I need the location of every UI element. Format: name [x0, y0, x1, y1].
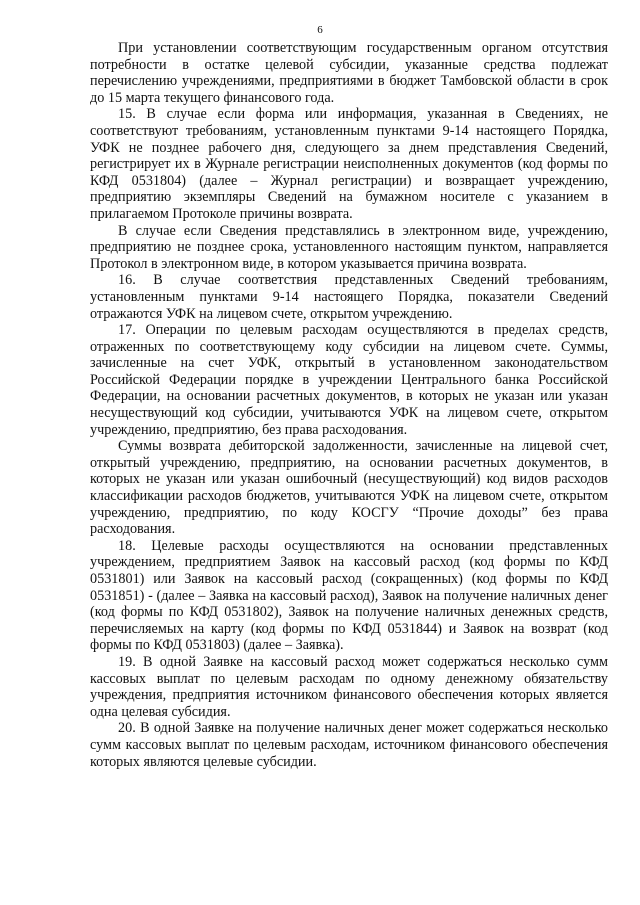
- paragraph-18: 18. Целевые расходы осуществляются на основании представленных учреждением, предприятием Заявок на кассовый расход (код формы по КФД 0531801) или Заявок на кассовый расход (сокращенных) (код формы по КФД 0531851) - (далее – Заявка на кассовый расход), Заявок на получение наличных денег (код формы по КФД 0531802), Заявок на получение наличных денежных средств, перечисляемых на карту (код формы по КФД 0531844) и Заявок на возврат (код формы по КФД 0531803) (далее – Заявка).: [90, 537, 608, 654]
- paragraph-16: 16. В случае соответствия представленных Сведений требованиям, установленным пунктами 9-14 настоящего Порядка, показатели Сведений отражаются УФК на лицевом счете, открытом учреждению.: [90, 272, 608, 322]
- paragraph-subsidy-remainder: При установлении соответствующим государственным органом отсутствия потребности в остатке целевой субсидии, указанные средства подлежат перечислению учреждениями, предприятиями в бюджет Тамбовской области в срок до 15 марта текущего финансового года.: [90, 40, 608, 106]
- paragraph-17: 17. Операции по целевым расходам осуществляются в пределах средств, отраженных по соответствующему коду субсидии на лицевом счете. Суммы, зачисленные на счет УФК, открытый в установленном законодательством Российской Федерации порядке в учреждении Центрального банка Российской Федерации, на основании расчетных документов, в которых не указан или указан несуществующий код субсидии, учитываются УФК на лицевом счете, открытом учреждению, предприятию, без права расходования.: [90, 322, 608, 438]
- document-body: [90, 40, 608, 770]
- paragraph-17-refunds: Суммы возврата дебиторской задолженности, зачисленные на лицевой счет, открытый учреждению, предприятию, на основании расчетных документов, в которых не указан или указан ошибочный (несуществующий) код видов расходов классификации расходов бюджетов, учитываются УФК на лицевом счете, открытом учреждению, предприятию, по коду КОСГУ “Прочие доходы” без права расходования.: [90, 438, 608, 538]
- paragraph-15-electronic: В случае если Сведения представлялись в электронном виде, учреждению, предприятию не позднее срока, установленного настоящим пунктом, направляется Протокол в электронном виде, в котором указывается причина возврата.: [90, 222, 608, 272]
- paragraph-20: 20. В одной Заявке на получение наличных денег может содержаться несколько сумм кассовых выплат по целевым расходам, источником финансового обеспечения которых являются целевые субсидии.: [90, 720, 608, 770]
- paragraph-19: 19. В одной Заявке на кассовый расход может содержаться несколько сумм кассовых выплат по целевым расходам по одному денежному обязательству учреждения, предприятия источником финансового обеспечения которых является одна целевая субсидия.: [90, 653, 608, 720]
- page-number: 6: [317, 24, 323, 36]
- paragraph-15: 15. В случае если форма или информация, указанная в Сведениях, не соответствуют требованиям, установленным пунктами 9-14 настоящего Порядка, УФК не позднее рабочего дня, следующего за днем представления Сведений, регистрирует их в Журнале регистрации неисполненных документов (код формы по КФД 0531804) (далее – Журнал регистрации) и возвращает учреждению, предприятию экземпляры Сведений на бумажном носителе с указанием в прилагаемом Протоколе причины возврата.: [90, 106, 608, 222]
